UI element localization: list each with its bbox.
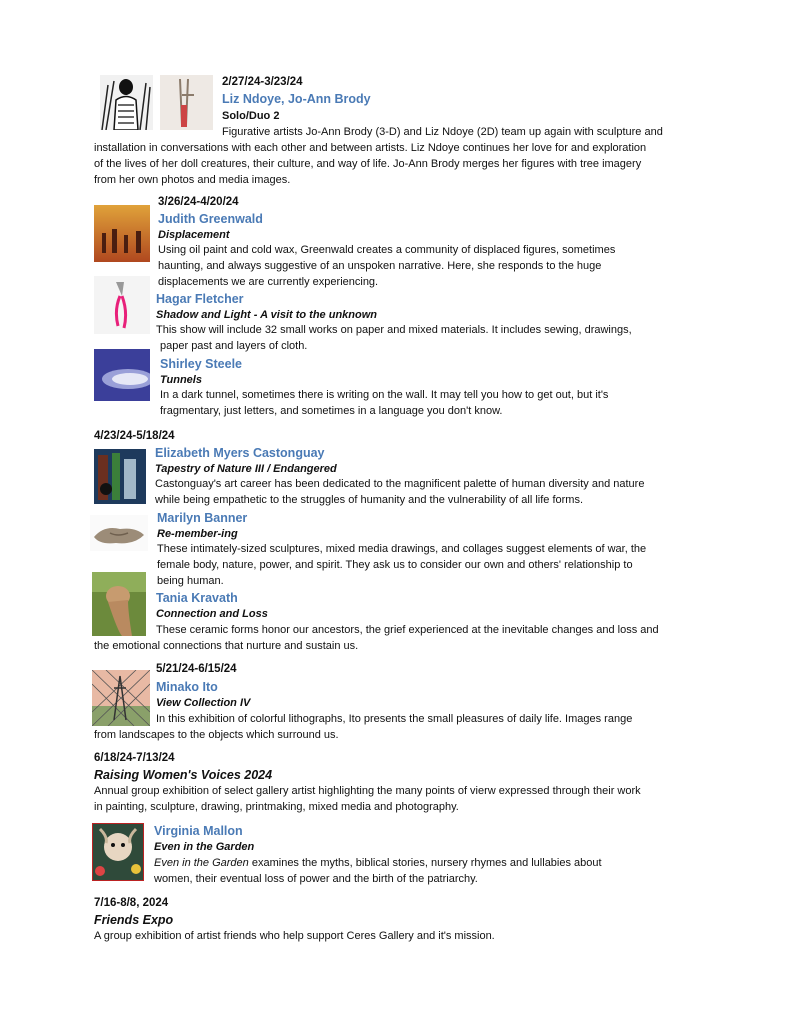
thumb-greenwald <box>94 205 150 262</box>
desc-line: A group exhibition of artist friends who help support Ceres Gallery and it's mission. <box>94 930 495 942</box>
desc-line: Annual group exhibition of select gallery artist highlighting the many points of vierw expressed through their work <box>94 785 641 797</box>
artist-greenwald: Judith Greenwald <box>158 212 263 226</box>
date-1: 2/27/24-3/23/24 <box>222 76 303 88</box>
thumb-ndoye <box>100 75 153 130</box>
desc-line: from landscapes to the objects which surround us. <box>94 729 339 741</box>
desc-line: fragmentary, just letters, and sometimes in a language you don't know. <box>160 405 503 417</box>
show-title-raising-voices: Raising Women's Voices 2024 <box>94 768 273 782</box>
desc-line: Castonguay's art career has been dedicated to the magnificent palette of human diversity and nature <box>155 478 645 490</box>
artist-fletcher: Hagar Fletcher <box>156 292 244 306</box>
desc-line-rest: examines the myths, biblical stories, nursery rhymes and lullabies about <box>248 857 602 869</box>
desc-line: This show will include 32 small works on paper and mixed materials. It includes sewing, drawings, <box>156 324 632 336</box>
date-2: 3/26/24-4/20/24 <box>158 196 239 208</box>
artist-kravath: Tania Kravath <box>156 591 238 605</box>
title-remembering: Re-member-ing <box>157 528 238 540</box>
artist-castonguay: Elizabeth Myers Castonguay <box>155 446 325 460</box>
desc-italic-title: Even in the Garden <box>154 857 249 869</box>
artist-steele: Shirley Steele <box>160 357 242 371</box>
thumb-ito <box>92 670 150 726</box>
desc-line: installation in conversations with each other and between artists. Liz Ndoye continues her love for and exploration <box>94 142 647 154</box>
thumb-brody <box>160 75 213 130</box>
thumb-mallon <box>92 823 144 881</box>
date-5: 6/18/24-7/13/24 <box>94 752 175 764</box>
date-6: 7/16-8/8, 2024 <box>94 897 169 909</box>
desc-line: women, their eventual loss of power and the birth of the patriarchy. <box>154 873 478 885</box>
desc-line: the emotional connections that nurture and sustain us. <box>94 640 359 652</box>
show-title-friends-expo: Friends Expo <box>94 913 174 927</box>
artist-mallon: Virginia Mallon <box>154 824 243 838</box>
subtitle-solo-duo: Solo/Duo 2 <box>222 110 280 122</box>
thumb-steele <box>94 349 150 401</box>
desc-line: displacements we are currently experiencing. <box>158 276 379 288</box>
desc-line: These intimately-sized sculptures, mixed media drawings, and collages suggest elements of war, the <box>157 543 647 555</box>
title-view-collection: View Collection IV <box>156 697 251 709</box>
date-3: 4/23/24-5/18/24 <box>94 430 175 442</box>
desc-line: of the lives of her doll creatures, their culture, and way of life. Jo-Ann Brody merges her figures with tree imagery <box>94 158 642 170</box>
date-4: 5/21/24-6/15/24 <box>156 663 237 675</box>
desc-line: while being empathetic to the struggles of humanity and the vulnerability of all life forms. <box>155 494 584 506</box>
title-displacement: Displacement <box>158 229 230 241</box>
thumb-banner <box>90 515 148 551</box>
artist-banner: Marilyn Banner <box>157 511 248 525</box>
title-tapestry: Tapestry of Nature III / Endangered <box>155 463 337 475</box>
desc-line: Using oil paint and cold wax, Greenwald creates a community of displaced figures, sometimes <box>158 244 616 256</box>
desc-line: in painting, sculpture, drawing, printmaking, mixed media and photography. <box>94 801 459 813</box>
thumb-castonguay <box>94 449 146 504</box>
desc-line: haunting, and always suggestive of an unspoken narrative. Here, she responds to the huge <box>158 260 602 272</box>
desc-line: paper past and layers of cloth. <box>160 340 308 352</box>
thumb-fletcher <box>94 276 150 334</box>
artist-ndoye-brody: Liz Ndoye, Jo-Ann Brody <box>222 92 371 106</box>
artist-ito: Minako Ito <box>156 680 218 694</box>
desc-line: These ceramic forms honor our ancestors, the grief experienced at the inevitable changes and loss and <box>156 624 659 636</box>
desc-line: being human. <box>157 575 224 587</box>
desc-line: In a dark tunnel, sometimes there is writing on the wall. It may tell you how to get out, but it's <box>160 389 609 401</box>
desc-line <box>154 857 602 869</box>
desc-line: In this exhibition of colorful lithographs, Ito presents the small pleasures of daily life. Images range <box>156 713 633 725</box>
title-even-garden: Even in the Garden <box>154 841 255 853</box>
title-connection-loss: Connection and Loss <box>156 608 268 620</box>
desc-line: Figurative artists Jo-Ann Brody (3-D) and Liz Ndoye (2D) team up again with sculpture and <box>222 126 663 138</box>
thumb-kravath <box>92 572 146 636</box>
title-tunnels: Tunnels <box>160 374 202 386</box>
title-shadow-light: Shadow and Light - A visit to the unknown <box>156 309 378 321</box>
desc-line: female body, nature, power, and spirit. They ask us to consider our own and others' relationship to <box>157 559 633 571</box>
desc-line: from her own photos and media images. <box>94 174 291 186</box>
